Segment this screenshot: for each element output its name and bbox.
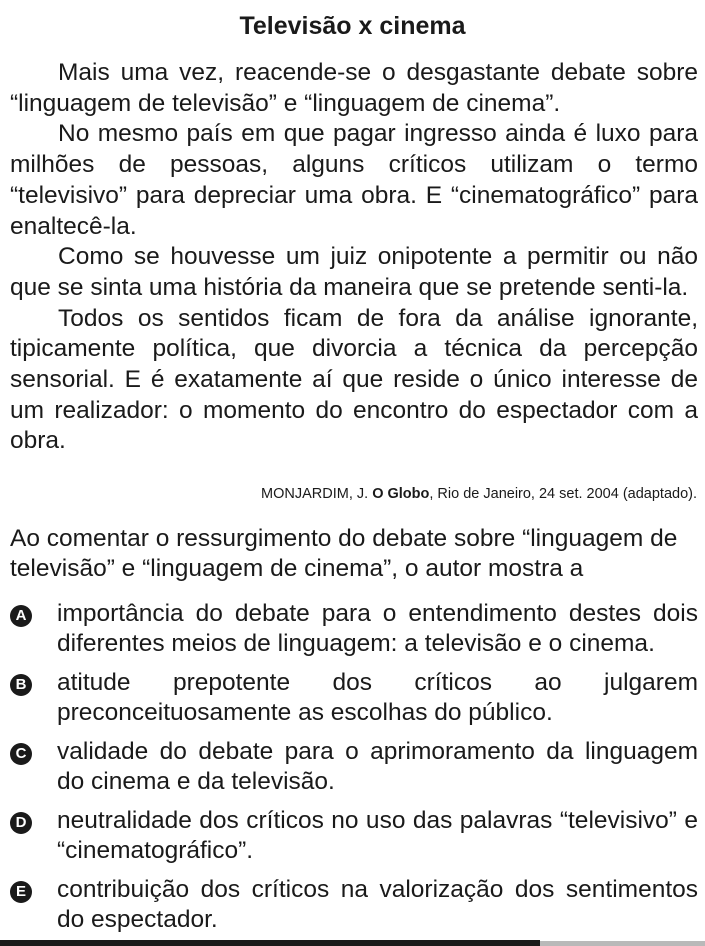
option-a-text: importância do debate para o entendimento destes dois diferentes meios de linguagem: a televisão e o cinema. — [57, 600, 698, 657]
source-citation — [10, 484, 697, 504]
option-c-letter-badge: C — [10, 743, 32, 765]
bottom-divider-gray — [540, 941, 705, 946]
paragraph-2: No mesmo país em que pagar ingresso ainda é luxo para milhões de pessoas, alguns críticos utilizam o termo “televisivo” para depreciar uma obra. E “cinematográfico” para enaltecê-la. — [10, 120, 698, 240]
option-e-letter-badge: E — [10, 881, 32, 903]
option-b-text: atitude prepotente dos críticos ao julgarem preconceituosamente as escolhas do público. — [57, 669, 698, 726]
option-a[interactable] — [10, 599, 698, 668]
paragraph-4: Todos os sentidos ficam de fora da análise ignorante, tipicamente política, que divorcia a técnica da percepção sensorial. E é exatamente aí que reside o único interesse de um realizador: o momento do encontro do espectador com a obra. — [10, 304, 698, 455]
option-c-text: validade do debate para o aprimoramento da linguagem do cinema e da televisão. — [57, 738, 698, 795]
answer-options — [10, 599, 698, 944]
question-stem: Ao comentar o ressurgimento do debate sobre “linguagem de televisão” e “linguagem de cinema”, o autor mostra a — [10, 525, 678, 582]
option-a-letter-badge: A — [10, 605, 32, 627]
bottom-divider — [0, 940, 540, 946]
citation-author: MONJARDIM, J. — [261, 486, 373, 502]
option-d-letter-badge: D — [10, 812, 32, 834]
text-title: Televisão x cinema — [239, 12, 466, 40]
option-e-text: contribuição dos críticos na valorização dos sentimentos do espectador. — [57, 876, 698, 933]
paragraph-3: Como se houvesse um juiz onipotente a permitir ou não que se sinta uma história da maneira que se pretende senti-la. — [10, 243, 698, 301]
option-d-text: neutralidade dos críticos no uso das palavras “televisivo” e “cinematográfico”. — [57, 807, 698, 864]
citation-publication: O Globo — [372, 486, 430, 502]
citation-details: , Rio de Janeiro, 24 set. 2004 (adaptado). — [429, 486, 697, 502]
option-b-letter-badge: B — [10, 674, 32, 696]
option-c[interactable] — [10, 737, 698, 806]
paragraph-1: Mais uma vez, reacende-se o desgastante debate sobre “linguagem de televisão” e “linguagem de cinema”. — [10, 59, 698, 117]
option-e[interactable] — [10, 875, 698, 944]
source-text — [10, 58, 698, 457]
option-b[interactable] — [10, 668, 698, 737]
option-d[interactable] — [10, 806, 698, 875]
